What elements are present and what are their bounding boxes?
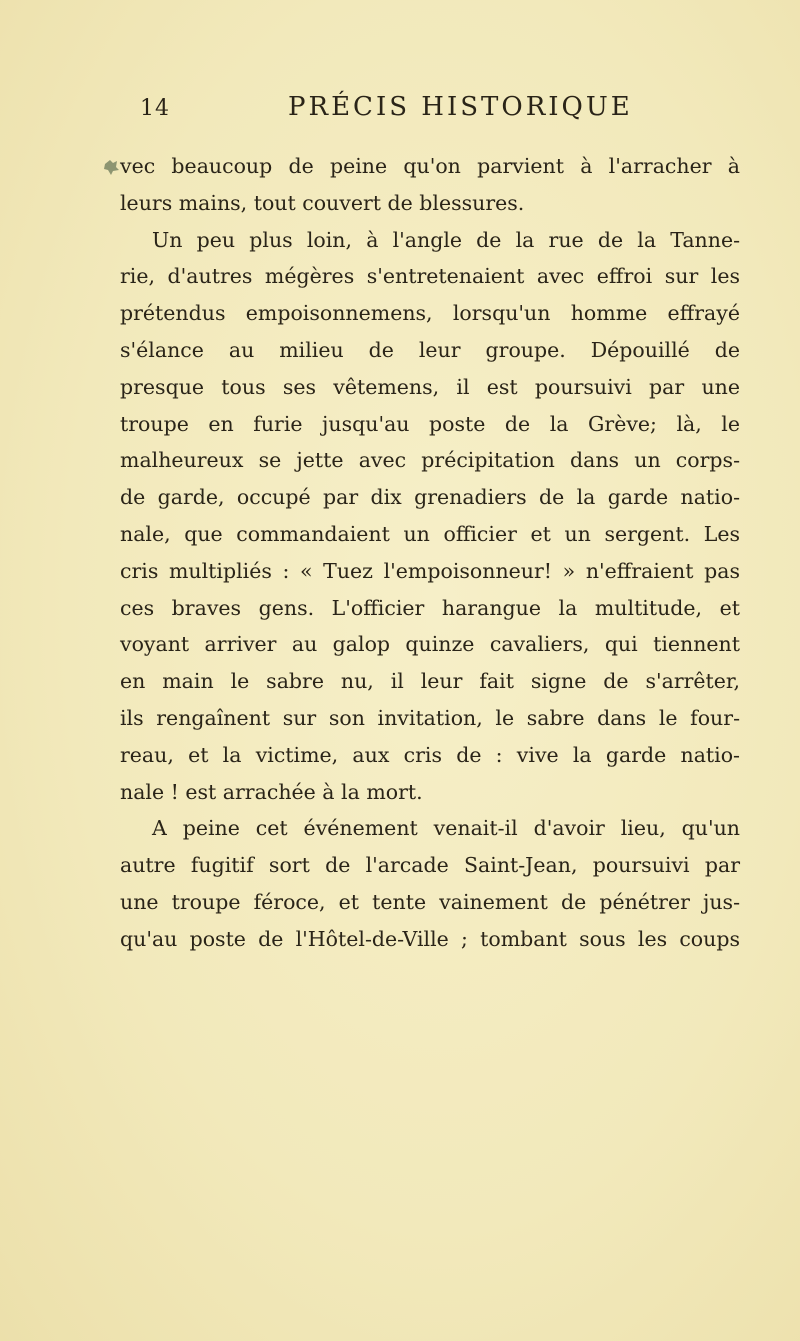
text-line-6: s'élance au milieu de leur groupe. Dépouillé de	[120, 337, 740, 362]
text-line-14: voyant arriver au galop quinze cavaliers, qui tiennent	[120, 632, 740, 657]
text-line-16: ils rengaînent sur son invitation, le sabre dans le four-	[120, 705, 740, 730]
page-header	[140, 92, 760, 132]
text-line-15: en main le sabre nu, il leur fait signe de s'arrêter,	[120, 669, 740, 694]
text-line-4: rie, d'autres mégères s'entretenaient avec effroi sur les	[120, 264, 740, 289]
text-line-7: presque tous ses vêtemens, il est poursuivi par une	[120, 374, 740, 399]
text-line-2: leurs mains, tout couvert de blessures.	[120, 190, 525, 215]
running-title: PRÉCIS HISTORIQUE	[288, 92, 633, 122]
ink-stain-icon	[102, 158, 120, 176]
body-text	[120, 148, 740, 958]
text-line-3: Un peu plus loin, à l'angle de la rue de la Tanne-	[152, 227, 740, 252]
text-line-13: ces braves gens. L'officier harangue la multitude, et	[120, 595, 740, 620]
text-line-11: nale, que commandaient un officier et un sergent. Les	[120, 521, 740, 546]
text-line-18: nale ! est arrachée à la mort.	[120, 779, 423, 804]
text-line-9: malheureux se jette avec précipitation dans un corps-	[120, 448, 740, 473]
text-line-20: autre fugitif sort de l'arcade Saint-Jean, poursuivi par	[120, 853, 740, 878]
text-line-5: prétendus empoisonnemens, lorsqu'un homme effrayé	[120, 301, 740, 326]
text-line-12: cris multipliés : « Tuez l'empoisonneur! » n'effraient pas	[120, 558, 740, 583]
text-line-21: une troupe féroce, et tente vainement de pénétrer jus-	[120, 889, 740, 914]
text-line-1: vec beaucoup de peine qu'on parvient à l'arracher à	[120, 154, 740, 178]
text-line-10: de garde, occupé par dix grenadiers de la garde natio-	[120, 485, 740, 510]
text-line-8: troupe en furie jusqu'au poste de la Grève; là, le	[120, 411, 740, 436]
page-number: 14	[140, 96, 170, 121]
text-line-22: qu'au poste de l'Hôtel-de-Ville ; tombant sous les coups	[120, 926, 740, 951]
text-line-17: reau, et la victime, aux cris de : vive la garde natio-	[120, 742, 740, 767]
text-line-19: A peine cet événement venait-il d'avoir lieu, qu'un	[152, 816, 740, 841]
